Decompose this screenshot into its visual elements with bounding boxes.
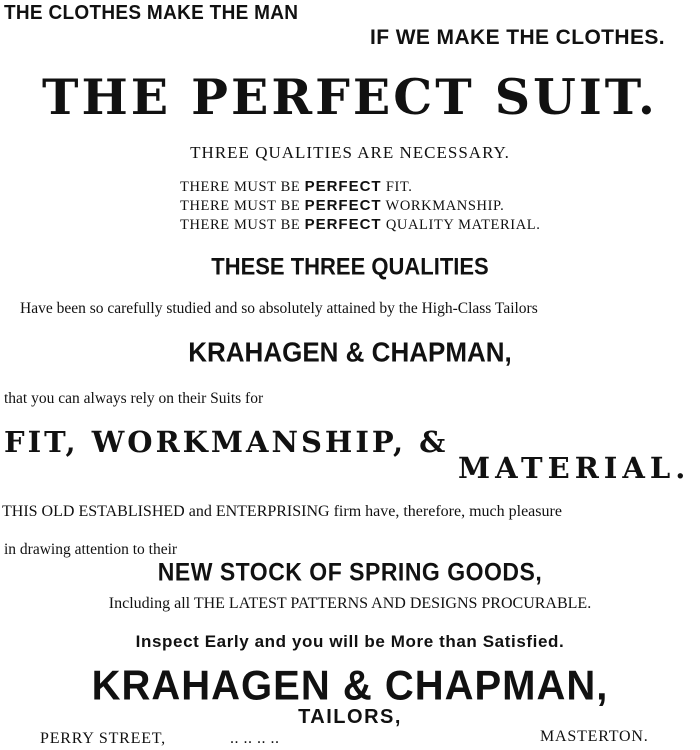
studied-line: Have been so carefully studied and so absolutely attained by the High-Class Tailors [20,300,538,317]
requirement-line-workmanship [180,197,504,215]
header-left-slogan: THE CLOTHES MAKE THE MAN [4,2,299,25]
requirement-prefix: THERE MUST BE [180,179,301,195]
header-right-slogan: IF WE MAKE THE CLOTHES. [370,26,666,49]
drawing-attention-line: in drawing attention to their [4,541,178,558]
requirement-suffix: FIT. [385,179,413,195]
material-heading: MATERIAL. [458,451,691,485]
requirement-keyword: PERFECT [304,216,382,233]
latest-patterns-line: Including all THE LATEST PATTERNS AND DESIGNS PROCURABLE. [108,595,592,612]
firm-name-large: KRAHAGEN & CHAPMAN, [91,662,609,710]
inspect-early-line: Inspect Early and you will be More than Satisfied. [135,632,565,651]
three-qualities-heading: THESE THREE QUALITIES [211,252,489,280]
requirement-suffix: QUALITY MATERIAL. [385,217,541,233]
requirement-suffix: WORKMANSHIP. [385,198,505,214]
requirement-prefix: THERE MUST BE [180,198,301,214]
advert-subtitle: THREE QUALITIES ARE NECESSARY. [190,143,510,162]
new-stock-heading: NEW STOCK OF SPRING GOODS, [157,557,543,586]
address-leader-dots: .. .. .. .. [230,730,280,747]
advert-title: THE PERFECT SUIT. [42,68,658,126]
street-address: PERRY STREET, [40,730,166,747]
requirement-keyword: PERFECT [304,197,382,214]
requirement-line-fit [180,178,413,196]
tailors-label: TAILORS, [298,706,402,728]
firm-name-heading: KRAHAGEN & CHAPMAN, [188,335,512,369]
town-name: MASTERTON. [540,728,649,745]
requirement-line-material [180,216,540,234]
requirement-prefix: THERE MUST BE [180,217,301,233]
requirement-keyword: PERFECT [304,178,382,195]
fit-workmanship-heading: FIT, WORKMANSHIP, & [4,425,449,459]
established-line: THIS OLD ESTABLISHED and ENTERPRISING firm have, therefore, much pleasure [2,503,562,520]
rely-line: that you can always rely on their Suits for [4,390,264,407]
